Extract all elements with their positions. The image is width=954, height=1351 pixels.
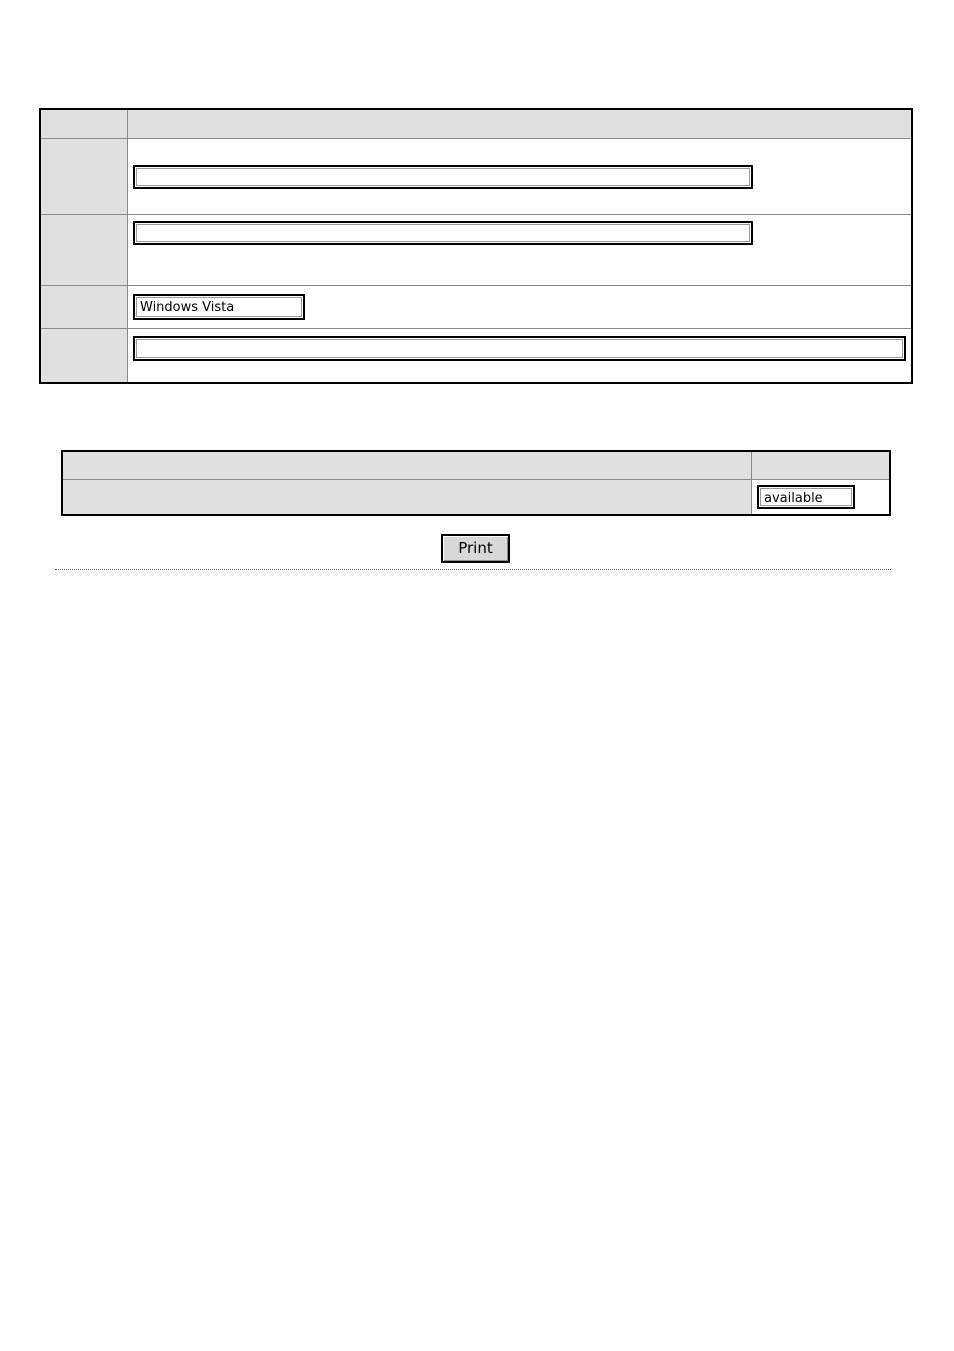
availability-row-divider — [751, 480, 752, 514]
form-row-1-label — [41, 139, 128, 214]
form-table — [39, 108, 913, 384]
text-field-wide[interactable] — [133, 336, 906, 361]
form-row-1 — [41, 139, 911, 215]
os-field[interactable]: Windows Vista — [133, 294, 305, 320]
availability-header-row — [63, 452, 889, 480]
availability-field[interactable]: available — [757, 485, 855, 509]
form-row-2-label — [41, 215, 128, 285]
print-button[interactable]: Print — [441, 534, 510, 563]
form-header-row — [41, 110, 911, 139]
form-row-4-label — [41, 329, 128, 382]
text-field-1[interactable] — [133, 165, 753, 189]
form-row-2 — [41, 215, 911, 286]
form-row-os — [41, 286, 911, 329]
form-row-os-label — [41, 286, 128, 328]
dotted-divider — [55, 569, 891, 570]
text-field-2[interactable] — [133, 221, 753, 245]
availability-header-divider — [751, 452, 752, 479]
form-row-4 — [41, 329, 911, 382]
availability-label-cell — [63, 480, 751, 514]
form-header-label-cell — [41, 110, 128, 138]
availability-row — [63, 480, 889, 514]
availability-table — [61, 450, 891, 516]
